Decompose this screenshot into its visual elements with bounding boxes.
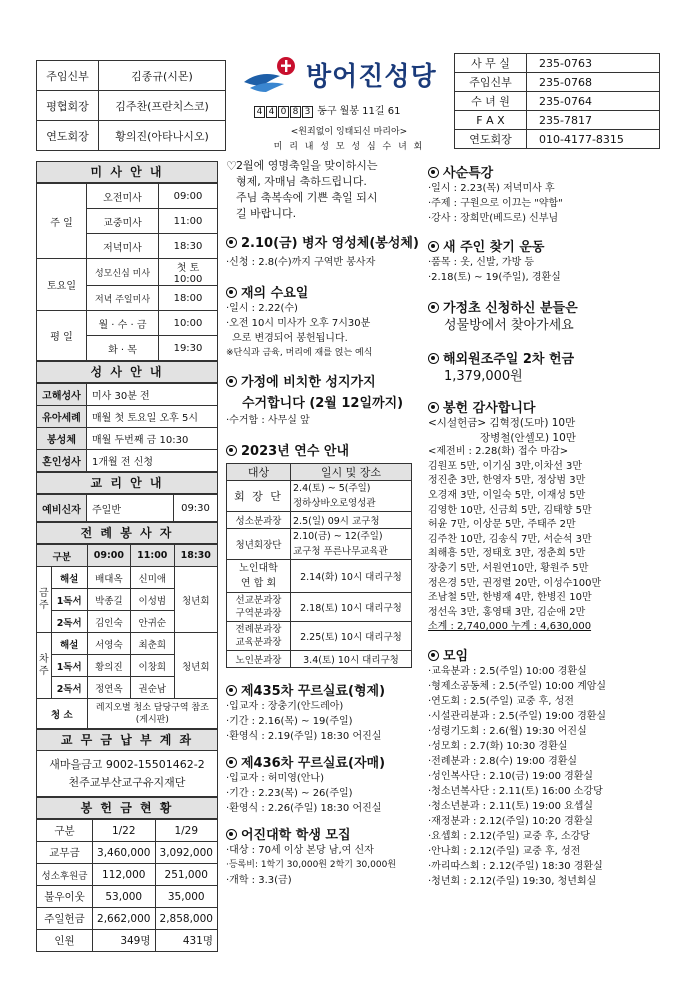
postal-digit: 0 [278, 106, 289, 118]
offering-head: 1/29 [155, 820, 218, 842]
training-schedule: 2.4(토) ~ 5(주일) 정하상바오로영성관 [291, 481, 412, 512]
mass-name: 성모신심 미사 [87, 259, 159, 286]
servers-person: 배대옥 [87, 567, 130, 589]
servers-role: 해설 [51, 567, 87, 589]
staff-value: 황의진(아타나시오) [99, 121, 226, 151]
donor-line: 김영한 10만, 신금희 5만, 김태향 5만 [428, 504, 592, 516]
servers-role: 2독서 [51, 677, 87, 699]
address [254, 102, 400, 118]
training-head: 대상 [227, 464, 291, 481]
offering-item: 교무금 [37, 842, 93, 864]
thanks-title: 봉헌 감사합니다 [428, 397, 668, 416]
contact-label: F A X [455, 111, 527, 130]
meeting-line: ·청년회 : 2.12(주일) 19:30, 청년회실 [428, 875, 597, 887]
meeting-line: ·재정분과 : 2.12(주일) 10:20 경환실 [428, 815, 594, 827]
palm-collection-title: 가정에 비치한 성지가지 [226, 371, 426, 390]
mass-day: 토요일 [37, 259, 87, 311]
training-schedule: 2.5(일) 09시 교구청 [291, 512, 412, 529]
servers-role: 해설 [51, 633, 87, 655]
offering-amount: 3,092,000 [155, 842, 218, 864]
contact-value: 235-0763 [527, 54, 660, 73]
bullet-icon [428, 353, 439, 364]
doctrine-table [36, 494, 218, 522]
meeting-line: ·성인복사단 : 2.10(금) 19:00 경환실 [428, 770, 594, 782]
overseas-aid-title: 해외원조주일 2차 헌금 [428, 348, 668, 367]
servers-person: 안귀순 [131, 611, 174, 633]
donor-line: 정선옥 3만, 홍영태 3만, 김순애 2만 [428, 606, 586, 618]
servers-person: 정연옥 [87, 677, 130, 699]
cursillo-men-title: 제435차 꾸르실료(형제) [226, 680, 426, 699]
bullet-icon [226, 287, 237, 298]
donor-line: 정은경 5만, 권정렬 20만, 이성수100만 [428, 577, 602, 589]
staff-label: 연도회장 [37, 121, 99, 151]
meeting-line: ·성령기도회 : 2.6(월) 19:30 어진실 [428, 725, 587, 737]
contact-value: 010-4177-8315 [527, 130, 660, 149]
new-owner-line: ·2.18(토) ~ 19(주일), 경환실 [428, 272, 561, 283]
contact-label: 사 무 실 [455, 54, 527, 73]
contacts-table [454, 53, 660, 149]
training-schedule: 3.4(토) 10시 대리구청 [291, 651, 412, 668]
cursillo-men-line: ·기간 : 2.16(목) ~ 19(주일) [226, 716, 353, 727]
offering-item: 주일헌금 [37, 908, 93, 930]
mass-title: 미 사 안 내 [36, 161, 218, 183]
contact-label: 주임신부 [455, 73, 527, 92]
servers-person: 서영숙 [87, 633, 130, 655]
contact-label: 수 녀 원 [455, 92, 527, 111]
sacrament-name: 봉성체 [37, 428, 87, 450]
training-target: 전례분과장 교육분과장 [227, 622, 291, 651]
training-target: 성소분과장 [227, 512, 291, 529]
mass-name: 저녁미사 [87, 234, 159, 259]
new-owner-line: ·품목 : 옷, 신발, 가방 등 [428, 257, 535, 268]
meeting-line: ·안나회 : 2.12(주일) 교중 후, 성전 [428, 845, 581, 857]
meeting-line: ·성모회 : 2.7(화) 10:30 경환실 [428, 740, 568, 752]
donor-line: 김주찬 10만, 김송식 7만, 서순석 3만 [428, 533, 592, 545]
cursillo-men-line: ·환영식 : 2.19(주일) 18:30 어진실 [226, 731, 382, 742]
dues-box [36, 751, 218, 797]
cursillo-women-line: ·기간 : 2.23(목) ~ 26(주일) [226, 788, 353, 799]
doctrine-name: 예비신자 [37, 495, 87, 522]
offering-item: 불우이웃 [37, 886, 93, 908]
mass-time: 09:00 [159, 184, 218, 209]
meeting-line: ·요셉회 : 2.12(주일) 교중 후, 소강당 [428, 830, 590, 842]
mass-name: 화 · 목 [87, 336, 159, 361]
servers-person: 이창희 [131, 655, 174, 677]
donor-line: 허윤 7만, 이상문 5만, 주태주 2만 [428, 519, 576, 531]
staff-value: 김주찬(프란치스코) [99, 91, 226, 121]
left-column [36, 161, 218, 952]
sacrament-info: 매월 두번째 금 10:30 [87, 428, 218, 450]
postal-digit: 3 [302, 106, 313, 118]
postal-digit: 8 [290, 106, 301, 118]
training-target: 선교분과장 구역분과장 [227, 593, 291, 622]
cursillo-women-line: ·환영식 : 2.26(주일) 18:30 어진실 [226, 803, 382, 814]
sacrament-table [36, 383, 218, 472]
servers-evening: 청년회 [174, 567, 217, 633]
meeting-line: ·청소년분과 : 2.11(토) 19:00 요셉실 [428, 800, 594, 812]
bullet-icon [226, 757, 237, 768]
doctrine-title: 교 리 안 내 [36, 472, 218, 494]
servers-week: 차 주 [37, 633, 52, 699]
offering-amount: 53,000 [93, 886, 156, 908]
ash-line: 으로 변경되어 봉헌됩니다. [232, 333, 348, 344]
ash-line: ·일시 : 2.22(수) [226, 303, 298, 314]
heart-icon: ♡ [226, 159, 237, 173]
training-target: 회 장 단 [227, 481, 291, 512]
mass-time: 10:00 [159, 311, 218, 336]
servers-title: 전 례 봉 사 자 [36, 522, 218, 544]
middle-column [226, 158, 426, 888]
servers-person: 황의진 [87, 655, 130, 677]
mass-name: 교중미사 [87, 209, 159, 234]
servers-evening: 청년회 [174, 633, 217, 699]
offering-amount: 3,460,000 [93, 842, 156, 864]
meeting-line: ·교육분과 : 2.5(주일) 10:00 경환실 [428, 665, 587, 677]
bullet-icon [226, 685, 237, 696]
servers-role: 2독서 [51, 611, 87, 633]
ash-line: ·오전 10시 미사가 오후 7시30분 [226, 318, 371, 329]
bullet-icon [428, 302, 439, 313]
parish-logo [236, 52, 458, 96]
feast-greeting [226, 158, 426, 222]
greeting-line: 형제, 자매님 축하드립니다. [236, 175, 367, 188]
mass-day: 주 일 [37, 184, 87, 259]
offering-amount: 35,000 [155, 886, 218, 908]
sisters-name: 미 리 내 성 모 성 심 수 녀 회 [273, 142, 425, 152]
mass-table [36, 183, 218, 361]
greeting-line: 주님 축복속에 기쁜 축일 되시 [236, 191, 378, 204]
training-schedule: 2.14(화) 10시 대리구청 [291, 560, 412, 593]
offering-head: 구분 [37, 820, 93, 842]
meeting-line: ·시설관리분과 : 2.5(주일) 19:00 경환실 [428, 710, 607, 722]
servers-person: 신미애 [131, 567, 174, 589]
sacrament-info: 매월 첫 토요일 오후 5시 [87, 406, 218, 428]
training-schedule: 2.25(토) 10시 대리구청 [291, 622, 412, 651]
donor-total: 소계 : 2,740,000 누계 : 4,630,000 [428, 621, 592, 633]
cleaning-line: (게시판) [135, 714, 169, 725]
dues-title: 교 무 금 납 부 계 좌 [36, 729, 218, 751]
offering-amount: 431명 [155, 930, 218, 952]
mass-day: 평 일 [37, 311, 87, 361]
offering-amount: 112,000 [93, 864, 156, 886]
training-schedule: 2.18(토) 10시 대리구청 [291, 593, 412, 622]
servers-head: 18:30 [174, 545, 217, 567]
mass-time: 18:30 [159, 234, 218, 259]
donor-line: 최해흥 5만, 정태호 3만, 정춘희 5만 [428, 548, 586, 560]
training-target: 노인대학 연 합 회 [227, 560, 291, 593]
bullet-icon [226, 829, 237, 840]
contact-value: 235-0764 [527, 92, 660, 111]
postal-digit: 4 [254, 106, 265, 118]
donor-line: 김원포 5만, 이기심 3만,이차선 3만 [428, 460, 583, 472]
patron-motto: <원죄없이 잉태되신 마리아> [290, 127, 408, 137]
candle-line: 성물방에서 찾아가세요 [444, 318, 574, 333]
training-target: 청년회장단 [227, 529, 291, 560]
sacrament-info: 미사 30분 전 [87, 384, 218, 406]
meeting-line: ·까리따스회 : 2.12(주일) 18:30 경환실 [428, 860, 603, 872]
staff-label: 주임신부 [37, 61, 99, 91]
cursillo-men-line: ·입교자 : 장충기(안드레아) [226, 701, 344, 712]
servers-role: 1독서 [51, 589, 87, 611]
mass-name: 월 · 수 · 금 [87, 311, 159, 336]
servers-week: 금 주 [37, 567, 52, 633]
bullet-icon [428, 402, 439, 413]
meetings-list [428, 664, 668, 889]
servers-table [36, 544, 218, 729]
facility-line: <시설헌금> 김혁정(도마) 10만 [428, 417, 576, 429]
donor-line: 조남철 5만, 한병재 4만, 한병진 10만 [428, 592, 592, 604]
palm-collection-title-2: 수거합니다 (2월 12일까지) [242, 396, 404, 411]
offering-item: 인원 [37, 930, 93, 952]
staff-table [36, 60, 226, 151]
servers-head: 09:00 [87, 545, 130, 567]
mass-time: 11:00 [159, 209, 218, 234]
candle-title: 가정초 신청하신 분들은 [428, 297, 668, 316]
offering-amount: 349명 [93, 930, 156, 952]
servers-head: 11:00 [131, 545, 174, 567]
staff-value: 김종규(시몬) [99, 61, 226, 91]
cursillo-women-line: ·입교자 : 허미영(안나) [226, 773, 324, 784]
altar-title: <제전비 : 2.28(화) 접수 마감> [428, 446, 569, 458]
overseas-aid-amount: 1,379,000원 [444, 369, 523, 384]
ash-wednesday-title: 재의 수요일 [226, 282, 426, 301]
bullet-icon [226, 445, 237, 456]
right-column [428, 158, 668, 889]
bullet-icon [428, 167, 439, 178]
postal-digit: 4 [266, 106, 277, 118]
cleaning-note [87, 699, 217, 729]
sacrament-name: 유아세례 [37, 406, 87, 428]
donor-list [428, 416, 668, 635]
palm-collection-line: ·수거함 : 사무실 앞 [226, 415, 310, 426]
doctrine-class: 주일반 [87, 495, 174, 522]
college-line: ·대상 : 70세 이상 본당 남,여 신자 [226, 845, 374, 856]
greeting-line: 길 바랍니다. [236, 207, 297, 220]
contact-value: 235-0768 [527, 73, 660, 92]
college-line: ·등록비: 1학기 30,000원 2학기 30,000원 [226, 860, 397, 870]
sacrament-title: 성 사 안 내 [36, 361, 218, 383]
offering-item: 성소후원금 [37, 864, 93, 886]
dues-account: 새마을금고 9002-15501462-2 [49, 758, 205, 771]
servers-role: 1독서 [51, 655, 87, 677]
mass-time: 첫 토 10:00 [159, 259, 218, 286]
new-owner-title: 새 주인 찾기 운동 [428, 236, 668, 255]
offering-amount: 251,000 [155, 864, 218, 886]
cursillo-women-title: 제436차 꾸르실료(자매) [226, 752, 426, 771]
training-title: 2023년 연수 안내 [226, 440, 426, 459]
donor-line: 오경재 3만, 이일숙 5만, 이재성 5만 [428, 489, 586, 501]
lent-lecture-title: 사순특강 [428, 162, 668, 181]
servers-person: 김인숙 [87, 611, 130, 633]
meeting-line: ·연도회 : 2.5(주일) 교중 후, 성전 [428, 695, 574, 707]
bullet-icon [428, 241, 439, 252]
training-schedule: 2.10(금) ~ 12(주일) 교구청 푸른나무교육관 [291, 529, 412, 560]
address-text: 동구 월봉 11길 61 [317, 106, 401, 117]
sick-communion-line: ·신청 : 2.8(수)까지 구역반 봉사자 [226, 257, 376, 268]
sacrament-name: 고해성사 [37, 384, 87, 406]
offering-title: 봉 헌 금 현 황 [36, 797, 218, 819]
mass-time: 19:30 [159, 336, 218, 361]
offering-head: 1/22 [93, 820, 156, 842]
lent-line: ·강사 : 장희만(베드로) 신부님 [428, 213, 559, 224]
servers-person: 이성범 [131, 589, 174, 611]
offering-amount: 2,662,000 [93, 908, 156, 930]
sick-communion-title: 2.10(금) 병자 영성체(봉성체) [226, 232, 426, 251]
lent-line: ·일시 : 2.23(목) 저녁미사 후 [428, 183, 555, 194]
training-head: 일시 및 장소 [291, 464, 412, 481]
bullet-icon [428, 650, 439, 661]
contact-value: 235-7817 [527, 111, 660, 130]
sacrament-name: 혼인성사 [37, 450, 87, 472]
cleaning-label: 청 소 [37, 699, 88, 729]
bullet-icon [226, 376, 237, 387]
meetings-title: 모임 [428, 645, 668, 664]
dues-holder: 천주교부산교구유지재단 [68, 776, 186, 789]
meeting-line: ·형제소공동체 : 2.5(주일) 10:00 계암실 [428, 680, 607, 692]
college-title: 어진대학 학생 모집 [226, 824, 426, 843]
training-table [226, 463, 412, 668]
staff-label: 평협회장 [37, 91, 99, 121]
servers-head: 구분 [37, 545, 88, 567]
meeting-line: ·청소년복사단 : 2.11(토) 16:00 소강당 [428, 785, 603, 797]
sacrament-info: 1개월 전 신청 [87, 450, 218, 472]
meeting-line: ·전례분과 : 2.8(수) 19:00 경환실 [428, 755, 578, 767]
training-target: 노인분과장 [227, 651, 291, 668]
greeting-line: 2월에 영명축일을 맞이하시는 [236, 159, 378, 172]
donor-line: 장충기 5만, 서원연10만, 황원주 5만 [428, 562, 589, 574]
college-line: ·개학 : 3.3(금) [226, 875, 292, 886]
fish-cross-icon [240, 56, 300, 94]
offering-amount: 2,858,000 [155, 908, 218, 930]
facility-line: 장병철(안셀모) 10만 [480, 431, 576, 444]
cleaning-line: 레지오별 청소 담당구역 참조 [95, 702, 209, 713]
ash-note: ※단식과 금육, 머리에 재를 얹는 예식 [226, 348, 373, 358]
servers-person: 박종길 [87, 589, 130, 611]
donor-line: 정진춘 3만, 한영자 5만, 정상범 3만 [428, 475, 586, 487]
mass-name: 저녁 주일미사 [87, 286, 159, 311]
bullet-icon [226, 237, 237, 248]
contact-label: 연도회장 [455, 130, 527, 149]
servers-person: 최춘희 [131, 633, 174, 655]
servers-person: 권순남 [131, 677, 174, 699]
lent-line: ·주제 : 구원으로 이끄는 "약함" [428, 198, 563, 209]
offering-table [36, 819, 218, 952]
mass-time: 18:00 [159, 286, 218, 311]
mass-name: 오전미사 [87, 184, 159, 209]
parish-name: 방어진성당 [306, 62, 437, 92]
doctrine-time: 09:30 [174, 495, 218, 522]
